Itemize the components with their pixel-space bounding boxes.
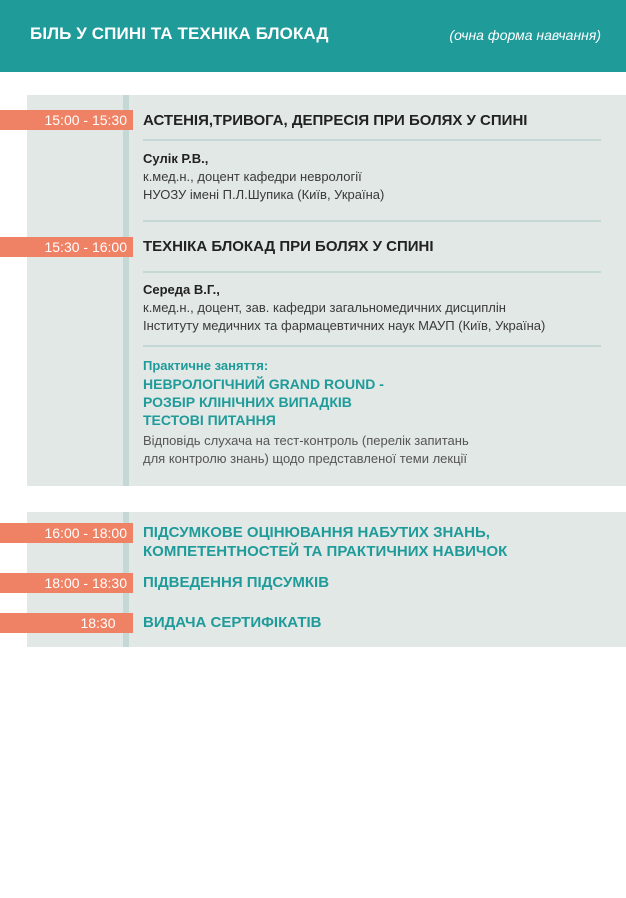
divider [143, 139, 601, 141]
session-time: 15:30 - 16:00 [0, 237, 133, 257]
practical-title-line: РОЗБІР КЛІНІЧНИХ ВИПАДКІВ [143, 394, 352, 410]
final-title-line: КОМПЕТЕНТНОСТЕЙ ТА ПРАКТИЧНИХ НАВИЧОК [143, 543, 508, 560]
session-time: 15:00 - 15:30 [0, 110, 133, 130]
final-title-line: ПІДСУМКОВЕ ОЦІНЮВАННЯ НАБУТИХ ЗНАНЬ, [143, 524, 490, 541]
final-time: 18:30 [0, 613, 133, 633]
page-subtitle: (очна форма навчання) [449, 27, 601, 43]
session-title: АСТЕНІЯ,ТРИВОГА, ДЕПРЕСІЯ ПРИ БОЛЯХ У СПИНІ [143, 112, 528, 129]
speaker-info [143, 281, 545, 335]
speaker-degree: к.мед.н., доцент, зав. кафедри загальномедичних дисциплін [143, 300, 506, 315]
practical-label: Практичне заняття: [143, 358, 269, 373]
page-title: БІЛЬ У СПИНІ ТА ТЕХНІКА БЛОКАД [30, 24, 329, 43]
practical-title-line: НЕВРОЛОГІЧНИЙ GRAND ROUND - [143, 376, 384, 392]
practical-title-line: ТЕСТОВІ ПИТАННЯ [143, 412, 276, 428]
divider [143, 271, 601, 273]
practical-note-line: Відповідь слухача на тест-контроль (перелік запитань [143, 433, 469, 448]
speaker-affiliation: НУОЗУ імені П.Л.Шупика (Київ, Україна) [143, 187, 385, 202]
final-title: ВИДАЧА СЕРТИФІКАТІВ [143, 614, 322, 631]
final-title: ПІДВЕДЕННЯ ПІДСУМКІВ [143, 574, 330, 591]
practical-note-line: для контролю знань) щодо представленої теми лекції [143, 451, 468, 466]
speaker-name: Середа В.Г., [143, 282, 220, 297]
final-title [143, 523, 507, 561]
header-bar [0, 0, 626, 72]
divider [143, 220, 601, 222]
final-time: 16:00 - 18:00 [0, 523, 133, 543]
speaker-info [143, 150, 384, 204]
final-time: 18:00 - 18:30 [0, 573, 133, 593]
speaker-name: Сулік Р.В., [143, 151, 209, 166]
divider [143, 345, 601, 347]
practical-session [143, 357, 469, 468]
speaker-affiliation: Інституту медичних та фармацевтичних наук МАУП (Київ, Україна) [143, 318, 546, 333]
timeline-line [123, 95, 129, 486]
speaker-degree: к.мед.н., доцент кафедри неврології [143, 169, 362, 184]
session-title: ТЕХНІКА БЛОКАД ПРИ БОЛЯХ У СПИНІ [143, 238, 434, 255]
